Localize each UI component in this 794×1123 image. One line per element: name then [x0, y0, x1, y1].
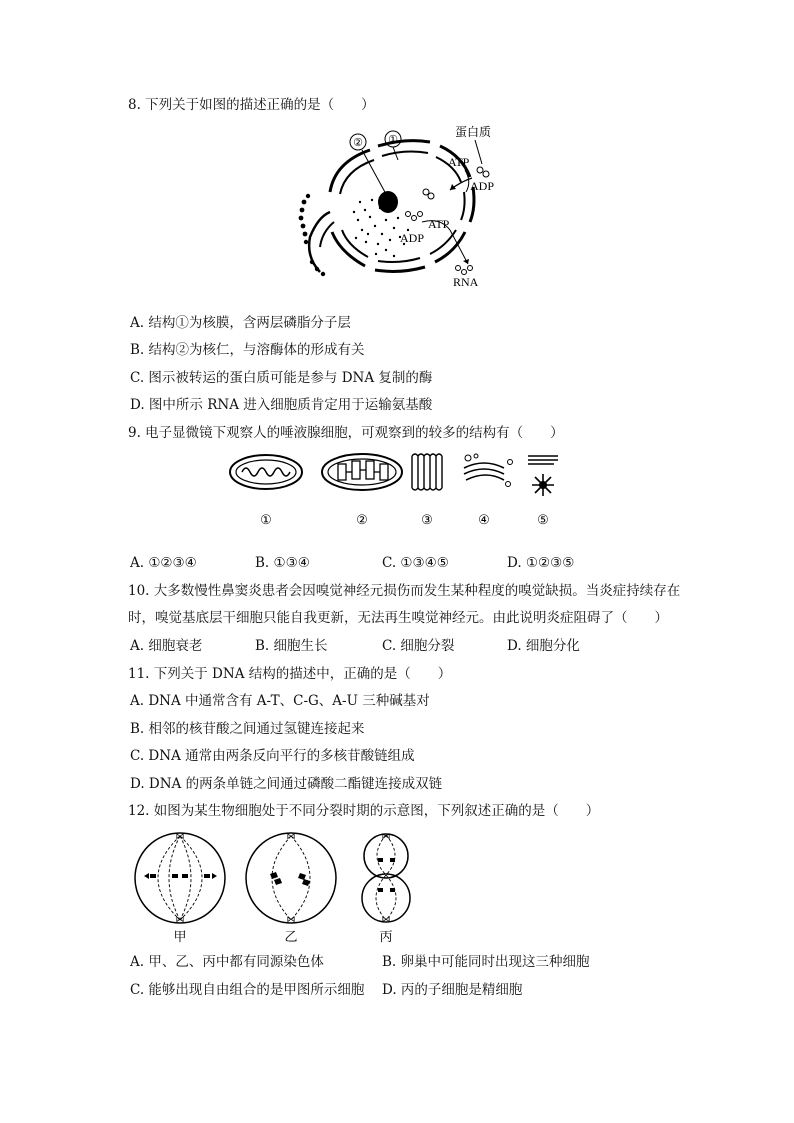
q10-option-c: C. 细胞分裂 — [382, 638, 455, 654]
label-atp-1: ATP — [448, 155, 470, 169]
q10-option-d: D. 细胞分化 — [507, 638, 580, 654]
q9-stem: 9. 电子显微镜下观察人的唾液腺细胞，可观察到的较多的结构有（ ） — [128, 425, 564, 441]
label-protein: 蛋白质 — [455, 125, 492, 139]
q11-option-b: B. 相邻的核苷酸之间通过氢键连接起来 — [130, 721, 365, 737]
q9-option-b: B. ①③④ — [255, 555, 310, 571]
q9-label-4: ④ — [478, 512, 490, 527]
q12-label-yi: 乙 — [284, 929, 298, 944]
q8-option-c: C. 图示被转运的蛋白质可能是参与 DNA 复制的酶 — [130, 370, 433, 386]
q9-organelle-diagram — [228, 450, 578, 530]
q8-option-b: B. 结构②为核仁，与溶酶体的形成有关 — [130, 342, 365, 358]
q11-stem: 11. 下列关于 DNA 结构的描述中，正确的是（ ） — [128, 666, 452, 682]
q9-option-d: D. ①②③⑤ — [507, 555, 575, 571]
q8-stem: 8. 下列关于如图的描述正确的是（ ） — [128, 97, 375, 113]
q12-label-bing: 丙 — [379, 929, 393, 944]
q9-label-5: ⑤ — [537, 512, 549, 527]
q12-option-c: C. 能够出现自由组合的是甲图所示细胞 — [130, 982, 365, 998]
q10-option-a: A. 细胞衰老 — [130, 638, 203, 654]
svg-text:⋈: ⋈ — [286, 914, 296, 924]
q12-label-jia: 甲 — [173, 929, 187, 944]
svg-text:⋈: ⋈ — [286, 831, 296, 841]
q12-option-a: A. 甲、乙、丙中都有同源染色体 — [130, 954, 324, 970]
q9-label-3: ③ — [421, 512, 433, 527]
q12-cell-division-diagram — [128, 830, 418, 945]
q9-option-c: C. ①③④⑤ — [382, 555, 449, 571]
q9-label-2: ② — [356, 512, 368, 527]
label-c2: ② — [353, 137, 363, 149]
q12-option-d: D. 丙的子细胞是精细胞 — [382, 982, 523, 998]
q9-option-a: A. ①②③④ — [130, 555, 197, 571]
svg-text:⋈: ⋈ — [175, 914, 185, 924]
label-c1: ① — [388, 134, 398, 146]
q11-option-a: A. DNA 中通常含有 A-T、C-G、A-U 三种碱基对 — [130, 693, 430, 709]
label-adp-2: ADP — [400, 231, 425, 245]
q12-stem: 12. 如图为某生物细胞处于不同分裂时期的示意图，下列叙述正确的是（ ） — [128, 803, 600, 819]
q10-stem-line2: 时，嗅觉基底层干细胞只能自我更新，无法再生嗅觉神经元。由此说明炎症阻碍了（ ） — [128, 610, 668, 626]
q8-option-d: D. 图中所示 RNA 进入细胞质肯定用于运输氨基酸 — [130, 397, 433, 413]
q11-option-c: C. DNA 通常由两条反向平行的多核苷酸链组成 — [130, 748, 415, 764]
q8-option-a: A. 结构①为核膜，含两层磷脂分子层 — [130, 315, 351, 331]
label-atp-2: ATP — [428, 217, 450, 231]
label-rna: RNA — [453, 275, 479, 289]
q9-label-1: ① — [260, 512, 272, 527]
svg-text:⋈: ⋈ — [381, 831, 391, 841]
svg-text:⋈: ⋈ — [175, 831, 185, 841]
q12-option-b: B. 卵巢中可能同时出现这三种细胞 — [382, 954, 590, 970]
q11-option-d: D. DNA 的两条单链之间通过磷酸二酯键连接成双链 — [130, 776, 443, 792]
svg-text:⋈: ⋈ — [381, 914, 391, 924]
q10-stem-line1: 10. 大多数慢性鼻窦炎患者会因嗅觉神经元损伤而发生某种程度的嗅觉缺损。当炎症持续存在 — [128, 583, 681, 599]
q8-nucleus-diagram — [290, 122, 510, 294]
q10-option-b: B. 细胞生长 — [255, 638, 328, 654]
label-adp-1: ADP — [470, 179, 495, 193]
